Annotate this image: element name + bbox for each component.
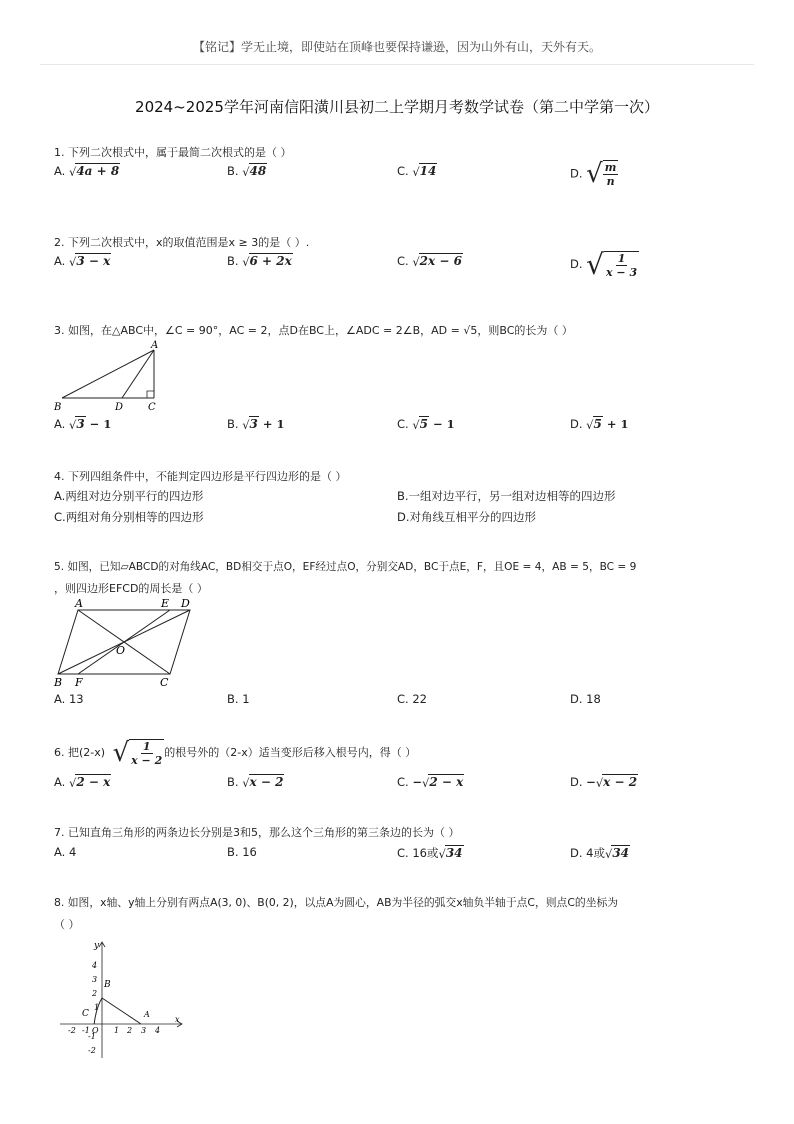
label-b: B <box>104 980 111 990</box>
label-c: C <box>148 402 156 413</box>
y-tick-3: 3 <box>92 975 98 984</box>
header-motto: 【铭记】学无止境，即使站在顶峰也要保持谦逊，因为山外有山，天外有天。 <box>192 40 601 54</box>
question-7-option-a[interactable]: A. 4 <box>54 845 77 859</box>
segment-ab <box>62 350 154 398</box>
question-1-option-d[interactable]: D. √ $\frac{m}{n}$ <box>570 159 617 189</box>
y-axis-label: y <box>94 941 100 951</box>
question-3-option-d[interactable]: D. √5 + 1 <box>570 417 629 432</box>
y-tick-2: 2 <box>92 989 98 998</box>
question-2-option-c[interactable]: C. √2x − 6 <box>397 254 462 269</box>
x-tick-3: 3 <box>141 1026 147 1035</box>
question-5-stem-continued: ，则四边形EFCD的周长是（ ） <box>54 582 208 595</box>
question-5-option-b[interactable]: B. 1 <box>227 692 250 706</box>
label-a: A <box>151 340 159 351</box>
question-3-stem: 3. 如图，在△ABC中，∠C = 90°，AC = 2，点D在BC上，∠ADC = 2∠B，AD = √5，则BC的长为（ ） <box>54 324 573 337</box>
question-7-option-c[interactable]: C. 16或√34 <box>397 846 463 861</box>
label-f: F <box>75 676 83 689</box>
y-tick-1: 1 <box>94 1003 100 1012</box>
question-4-option-a[interactable]: A.两组对边分别平行的四边形 <box>54 489 204 503</box>
x-tick-2: 2 <box>127 1026 133 1035</box>
label-c: C <box>160 676 169 689</box>
question-5-option-d[interactable]: D. 18 <box>570 692 601 706</box>
question-5-option-a[interactable]: A. 13 <box>54 692 84 706</box>
question-4-stem: 4. 下列四组条件中，不能判定四边形是平行四边形的是（ ） <box>54 470 347 483</box>
label-o: O <box>116 644 126 657</box>
label-d: D <box>181 597 190 610</box>
question-8-stem: 8. 如图，x轴、y轴上分别有两点A(3, 0)、B(0, 2)，以点A为圆心，AB为半径的弧交x轴负半轴于点C，则点C的坐标为 <box>54 896 619 909</box>
question-2-option-a[interactable]: A. √3 − x <box>54 254 111 269</box>
question-4-option-b[interactable]: B.一组对边平行，另一组对边相等的四边形 <box>397 489 616 503</box>
question-3-triangle-figure <box>52 338 164 416</box>
question-6-option-c[interactable]: C. −√2 − x <box>397 775 464 790</box>
label-d: D <box>115 402 124 413</box>
label-a: A <box>144 1010 150 1019</box>
y-tick-4: 4 <box>92 961 98 970</box>
question-4-option-c[interactable]: C.两组对角分别相等的四边形 <box>54 510 204 524</box>
page-title: 2024~2025学年河南信阳潢川县初二上学期月考数学试卷（第二中学第一次） <box>135 98 659 116</box>
question-3-option-b[interactable]: B. √3 + 1 <box>227 417 285 432</box>
question-2-option-d[interactable]: D. √ $\frac{1}{x - 3}$ <box>570 248 638 281</box>
question-8-coordinate-figure <box>54 938 189 1063</box>
question-5-stem: 5. 如图，已知▱ABCD的对角线AC，BD相交于点O，EF经过点O，分别交AD，BC于点E，F，且OE = 4，AB = 5，BC = 9 <box>54 561 637 573</box>
question-7-stem: 7. 已知直角三角形的两条边长分别是3和5，那么这个三角形的第三条边的长为（ ） <box>54 826 460 839</box>
question-7-option-b[interactable]: B. 16 <box>227 845 257 859</box>
question-1-option-a[interactable]: A. √4a + 8 <box>54 164 120 179</box>
question-1-option-b[interactable]: B. √48 <box>227 164 267 179</box>
question-5-parallelogram-figure <box>50 594 200 690</box>
x-tick-1: 1 <box>114 1026 120 1035</box>
right-angle-mark <box>147 391 154 398</box>
x-tick-neg1: -1 <box>82 1026 90 1035</box>
label-e: E <box>161 597 170 610</box>
question-2-stem: 2. 下列二次根式中，x的取值范围是x ≥ 3的是（ ）. <box>54 236 310 249</box>
x-axis-label: x <box>175 1015 180 1024</box>
label-b: B <box>54 402 62 413</box>
question-6-stem: 6. 把(2-x) √ $\frac{1}{x - 2}$ 的根号外的（2-x）适当变形后移入根号内，得（ ） <box>54 738 417 768</box>
label-c: C <box>82 1009 89 1019</box>
question-8-stem-continued: （ ） <box>54 918 80 931</box>
label-o: O <box>92 1026 99 1035</box>
segment-ab <box>102 998 141 1024</box>
x-tick-4: 4 <box>155 1026 161 1035</box>
question-3-option-c[interactable]: C. √5 − 1 <box>397 417 455 432</box>
header-divider <box>40 64 754 65</box>
question-6-option-b[interactable]: B. √x − 2 <box>227 775 284 790</box>
question-1-stem: 1. 下列二次根式中，属于最简二次根式的是（ ） <box>54 146 292 159</box>
question-6-option-d[interactable]: D. −√x − 2 <box>570 775 638 790</box>
label-b: B <box>54 676 63 689</box>
y-tick-neg1: -1 <box>88 1032 96 1041</box>
label-a: A <box>75 597 83 610</box>
question-6-option-a[interactable]: A. √2 − x <box>54 775 111 790</box>
question-7-option-d[interactable]: D. 4或√34 <box>570 846 630 861</box>
question-1-option-c[interactable]: C. √14 <box>397 164 437 179</box>
x-tick-neg2: -2 <box>68 1026 76 1035</box>
question-3-option-a[interactable]: A. √3 − 1 <box>54 417 112 432</box>
question-5-option-c[interactable]: C. 22 <box>397 692 427 706</box>
question-2-option-b[interactable]: B. √6 + 2x <box>227 254 292 269</box>
y-tick-neg2: -2 <box>88 1046 96 1055</box>
question-4-option-d[interactable]: D.对角线互相平分的四边形 <box>397 510 537 524</box>
